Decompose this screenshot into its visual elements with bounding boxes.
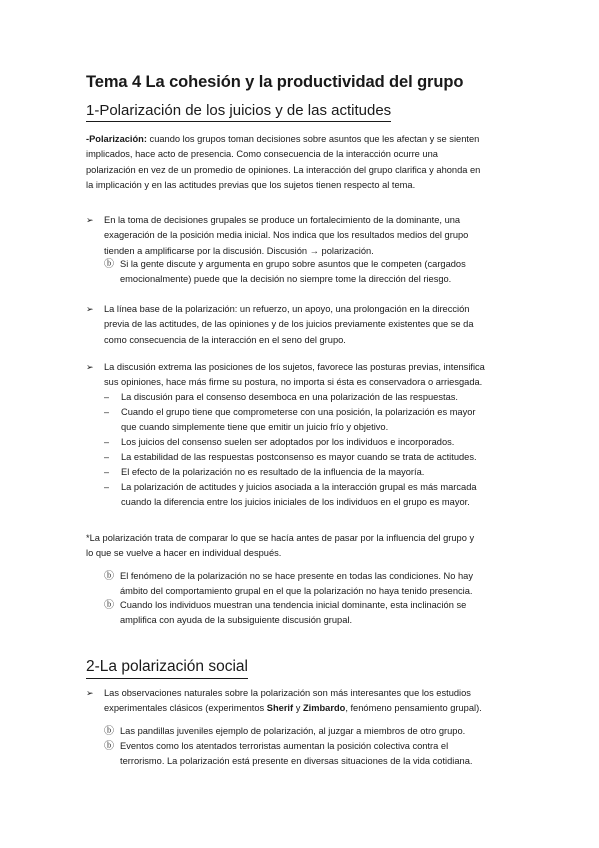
sub-bullet-paragraph: Las pandillas juveniles ejemplo de polarización, al juzgar a miembros de otro grupo. (120, 726, 466, 736)
bullet-paragraph: La discusión extrema las posiciones de los sujetos, favorece las posturas previas, intensifica sus opiniones, hace más firme su postura, no importa si ésta es conservadora o arriesgada. (104, 362, 485, 388)
note-paragraph: *La polarización trata de comparar lo que se hacía antes de pasar por la influencia del grupo y lo que se vuelve a hacer en individual después. (86, 533, 475, 559)
bullet-paragraph: En la toma de decisiones grupales se produce un fortalecimiento de la dominante, una exageración de la posición media inicial. Nos indica que los resultados medios del grupo tienden a amplificarse por la discusión. Discusión → polarización. (104, 215, 469, 256)
sub-bullet-paragraph: Si la gente discute y argumenta en grupo sobre asuntos que le competen (cargados emocionalmente) puede que la decisión no siempre tome la dirección del riesgo. (120, 259, 466, 285)
dash-item: La estabilidad de las respuestas postconsenso es mayor cuando se trata de actitudes. (121, 452, 477, 462)
document-title: Tema 4 La cohesión y la productividad del grupo (86, 73, 464, 91)
arrow-bullet-icon: ➢ (86, 362, 94, 372)
sub-bullet-icon: ⓑ (104, 741, 114, 752)
section-1-heading: 1-Polarización de los juicios y de las actitudes (86, 102, 391, 122)
dash-bullet-icon: – (104, 392, 110, 402)
definition-line: -Polarización: cuando los grupos toman decisiones sobre asuntos que les afectan y se sienten (86, 134, 480, 144)
arrow-bullet-icon: ➢ (86, 688, 94, 698)
arrow-bullet-icon: ➢ (86, 304, 94, 314)
dash-bullet-icon: – (104, 407, 110, 417)
dash-item: La polarización de actitudes y juicios asociada a la interacción grupal es más marcada cuando la diferencia entre los juicios iniciales de los individuos en el grupo es mayor. (121, 482, 477, 508)
sub-bullet-icon: ⓑ (104, 600, 114, 611)
arrow-bullet-icon: ➢ (86, 215, 94, 225)
bullet-paragraph: La línea base de la polarización: un refuerzo, un apoyo, una prolongación en la dirección previa de las actitudes, de las opiniones y de los juicios previamente existentes que se da como consecuencia de la interacción en el seno del grupo. (104, 304, 474, 345)
dash-bullet-icon: – (104, 437, 110, 447)
sub-bullet-paragraph: El fenómeno de la polarización no se hace presente en todas las condiciones. No hay ámbito del comportamiento grupal en el que la polarización no haya tenido presencia. (120, 571, 473, 597)
section-2-heading: 2-La polarización social (86, 658, 248, 679)
definition-term: -Polarización: (86, 134, 147, 144)
dash-item: Los juicios del consenso suelen ser adoptados por los individuos e incorporados. (121, 437, 455, 447)
definition-paragraph (86, 132, 480, 194)
sub-bullet-icon: ⓑ (104, 726, 114, 737)
sub-bullet-icon: ⓑ (104, 571, 114, 582)
dash-bullet-icon: – (104, 467, 110, 477)
dash-bullet-icon: – (104, 482, 110, 492)
sub-bullet-icon: ⓑ (104, 259, 114, 270)
dash-item: El efecto de la polarización no es resultado de la influencia de la mayoría. (121, 467, 425, 477)
dash-item: La discusión para el consenso desemboca en una polarización de las respuestas. (121, 392, 458, 402)
sub-bullet-paragraph: Cuando los individuos muestran una tendencia inicial dominante, esta inclinación se amplifica con ayuda de la subsiguiente discusión grupal. (120, 600, 467, 626)
sub-bullet-paragraph: Eventos como los atentados terroristas aumentan la posición colectiva contra el terrorismo. La polarización está presente en diversas situaciones de la vida cotidiana. (120, 741, 473, 767)
definition-line: polarización en vez de un promedio de opiniones. La interacción del grupo clarifica y ahonda en (86, 164, 481, 175)
dash-bullet-icon: – (104, 452, 110, 462)
bullet-paragraph: Las observaciones naturales sobre la polarización son más interesantes que los estudios experimentales clásicos (experimentos Sherif y Zimbardo, fenómeno pensamiento grupal). (104, 688, 482, 714)
definition-line: implicados, hace acto de presencia. Como consecuencia de la interacción ocurre una (86, 149, 438, 160)
definition-line: la implicación y en las actitudes previas que los sujetos tienen respecto al tema. (86, 180, 416, 191)
dash-item: Cuando el grupo tiene que comprometerse con una posición, la polarización es mayor que cuando simplemente tiene que emitir un juicio frío y objetivo. (121, 407, 476, 433)
